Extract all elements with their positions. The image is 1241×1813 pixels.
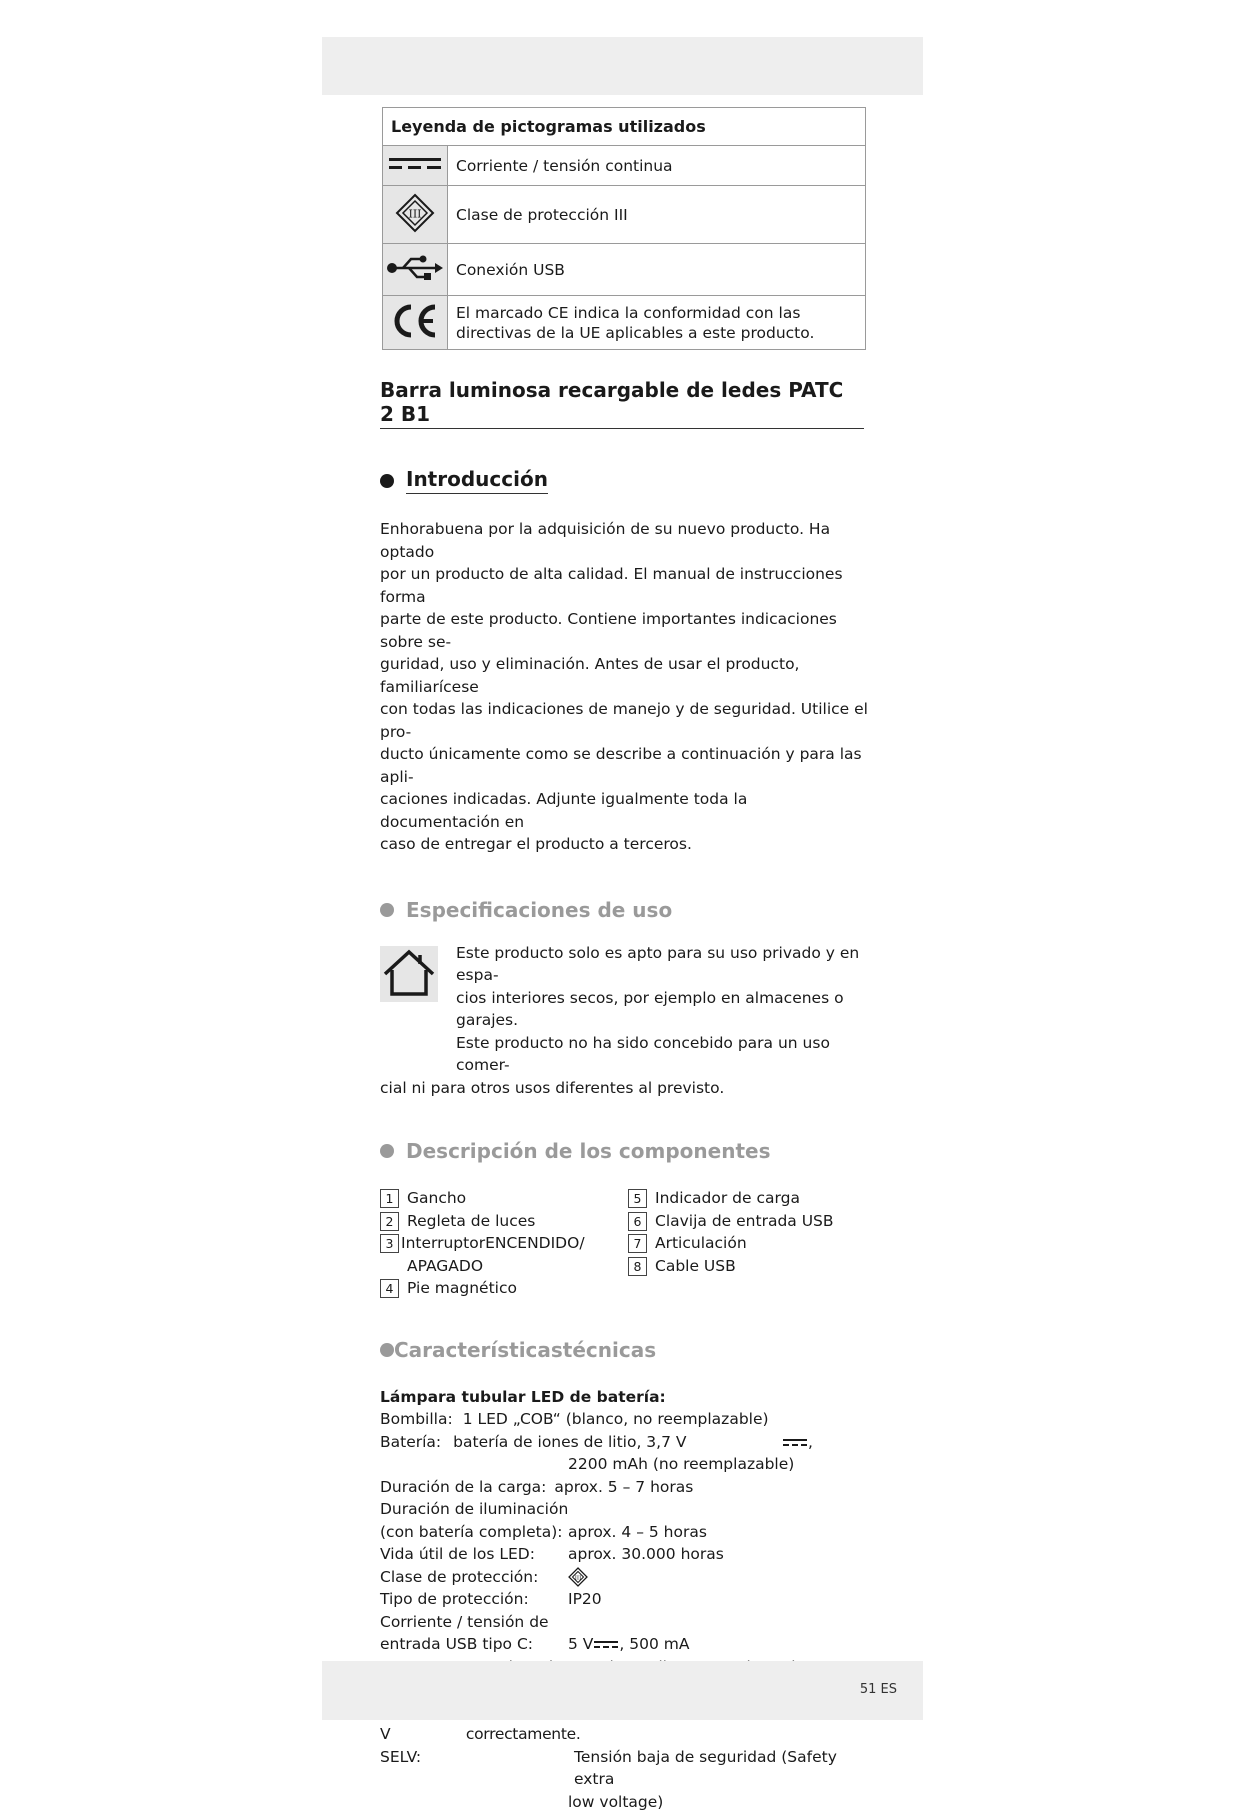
spec-label: (con batería completa): (380, 1521, 568, 1544)
spec-value: 1 LED „COB“ (blanco, no reemplazable) (463, 1408, 769, 1431)
intro-paragraph (380, 518, 870, 856)
spec-row-led-life (380, 1543, 870, 1566)
text-line: caciones indicadas. Adjunte igualmente toda la documentación en (380, 788, 870, 833)
legend-row-ce: El marcado CE indica la conformidad con las directivas de la UE aplicables a este producto. (448, 296, 866, 350)
item-label: Cable USB (655, 1255, 736, 1278)
spec-value: batería de iones de litio, 3,7 V (453, 1431, 686, 1454)
spec-row-usb-label (380, 1611, 870, 1634)
header-band (322, 37, 923, 95)
legend-row-protection: Clase de protección III (448, 186, 866, 244)
spec-row-illumination (380, 1521, 870, 1544)
item-label-line: APAGADO (401, 1257, 483, 1275)
dc-symbol-icon (383, 146, 448, 186)
spec-label: Tipo de protección: (380, 1588, 568, 1611)
intro-heading (380, 467, 870, 494)
spec-label: entrada USB tipo C: (380, 1633, 568, 1656)
text-line: Este producto solo es apto para su uso privado y en espa- (380, 942, 870, 987)
item-number: 5 (628, 1189, 647, 1208)
item-label: Clavija de entrada USB (655, 1210, 834, 1233)
spec-label: SELV: (380, 1746, 568, 1791)
text-line: por un producto de alta calidad. El manual de instrucciones forma (380, 563, 870, 608)
list-item (628, 1210, 868, 1233)
legend-row-usb: Conexión USB (448, 244, 866, 296)
spec-value: 2200 mAh (no reemplazable) (568, 1453, 794, 1476)
item-label: Pie magnético (407, 1277, 517, 1300)
item-number: 8 (628, 1257, 647, 1276)
item-label: Indicador de carga (655, 1187, 800, 1210)
item-label: Regleta de luces (407, 1210, 535, 1233)
spec-row-bulb (380, 1408, 870, 1431)
list-item (628, 1187, 868, 1210)
item-label-line: InterruptorENCENDIDO/ (401, 1234, 585, 1252)
spec-value: Tensión baja de seguridad (Safety extra (568, 1746, 870, 1791)
text-line: guridad, uso y eliminación. Antes de usar el producto, familiarícese (380, 653, 870, 698)
bullet-icon (380, 474, 394, 488)
protection-class-iii-icon (568, 1566, 588, 1589)
components-right-column (628, 1187, 868, 1300)
spec-value (568, 1633, 689, 1656)
manual-page (322, 37, 923, 1720)
specs-heading (380, 1338, 870, 1362)
spec-label-spacer (380, 1791, 568, 1813)
item-label: Gancho (407, 1187, 466, 1210)
spec-value: aprox. 4 – 5 horas (568, 1521, 707, 1544)
usb-icon (383, 244, 448, 296)
product-title: Barra luminosa recargable de ledes PATC 2 B1 (380, 378, 864, 429)
legend-header: Leyenda de pictogramas utilizados (383, 108, 866, 146)
svg-text:III: III (575, 1575, 582, 1581)
specs-heading-text: Característicastécnicas (394, 1338, 656, 1362)
legend-row-dc: Corriente / tensión continua (448, 146, 866, 186)
page-number: 51 ES (860, 1682, 897, 1697)
spec-label-spacer (380, 1453, 568, 1476)
spec-label: Vida útil de los LED: (380, 1543, 568, 1566)
protection-class-iii-icon (383, 186, 448, 244)
item-label: Articulación (655, 1232, 747, 1255)
spec-value: aprox. 5 – 7 horas (554, 1476, 693, 1499)
text-line: con todas las indicaciones de manejo y de seguridad. Utilice el pro- (380, 698, 870, 743)
text-line: ducto únicamente como se describe a continuación y para las apli- (380, 743, 870, 788)
item-label (401, 1232, 585, 1277)
text-line: Enhorabuena por la adquisición de su nuevo producto. Ha optado (380, 518, 870, 563)
list-item (628, 1255, 868, 1278)
components-heading-text: Descripción de los componentes (406, 1139, 770, 1163)
spec-row-usb (380, 1633, 870, 1656)
components-left-column (380, 1187, 628, 1300)
note-text-part: V (380, 1701, 442, 1746)
svg-text:III: III (408, 207, 421, 220)
ce-mark-icon (383, 296, 448, 350)
bullet-icon (380, 903, 394, 917)
dc-symbol-icon (594, 1641, 618, 1648)
item-number: 6 (628, 1212, 647, 1231)
bullet-icon (380, 1343, 394, 1357)
spec-value-part: 5 V (568, 1635, 593, 1653)
note-text-part: correctamente. (466, 1701, 870, 1746)
item-number: 4 (380, 1279, 399, 1298)
list-item (628, 1232, 868, 1255)
spec-value-part: , 500 mA (619, 1635, 689, 1653)
list-item (380, 1232, 628, 1277)
dc-symbol-icon: , (782, 1431, 813, 1454)
usage-block (380, 942, 870, 1100)
spec-label: Batería: (380, 1431, 441, 1454)
list-item (380, 1210, 628, 1233)
list-item (380, 1277, 628, 1300)
list-item (380, 1187, 628, 1210)
usage-heading-text: Especificaciones de uso (406, 898, 672, 922)
pictogram-legend-table (382, 107, 866, 350)
spec-row-battery (380, 1431, 870, 1454)
footer-band (322, 1661, 923, 1720)
components-heading (380, 1139, 870, 1163)
page-content (380, 107, 870, 1813)
spec-label: Duración de la carga: (380, 1476, 546, 1499)
spec-row-protection-type (380, 1588, 870, 1611)
text-line: caso de entregar el producto a terceros. (380, 833, 870, 856)
item-number: 7 (628, 1234, 647, 1253)
spec-row-protection-class (380, 1566, 870, 1589)
intro-heading-text: Introducción (406, 467, 548, 494)
spec-value: IP20 (568, 1588, 602, 1611)
house-icon (380, 946, 438, 1002)
specs-block (380, 1386, 870, 1813)
spec-row-selv-cont (380, 1791, 870, 1813)
spec-row-charge (380, 1476, 870, 1499)
text-line: cios interiores secos, por ejemplo en almacenes o garajes. (380, 987, 870, 1032)
item-number: 2 (380, 1212, 399, 1231)
spec-value: aprox. 30.000 horas (568, 1543, 724, 1566)
text-line: cial ni para otros usos diferentes al previsto. (380, 1077, 870, 1100)
spec-row-battery-cont (380, 1453, 870, 1476)
spec-row-selv (380, 1746, 870, 1791)
specs-subheading: Lámpara tubular LED de batería: (380, 1386, 870, 1409)
usage-heading (380, 898, 870, 922)
bullet-icon (380, 1144, 394, 1158)
item-number: 1 (380, 1189, 399, 1208)
spec-label: Clase de protección: (380, 1566, 568, 1589)
text-line: Este producto no ha sido concebido para un uso comer- (380, 1032, 870, 1077)
spec-row-illumination-label (380, 1498, 870, 1521)
item-number: 3 (380, 1234, 399, 1253)
spec-label: Corriente / tensión de (380, 1611, 549, 1634)
components-list (380, 1187, 870, 1300)
spec-label: Bombilla: (380, 1408, 453, 1431)
spec-label: Duración de iluminación (380, 1498, 568, 1521)
spec-value: low voltage) (568, 1791, 663, 1813)
text-line: parte de este producto. Contiene importantes indicaciones sobre se- (380, 608, 870, 653)
